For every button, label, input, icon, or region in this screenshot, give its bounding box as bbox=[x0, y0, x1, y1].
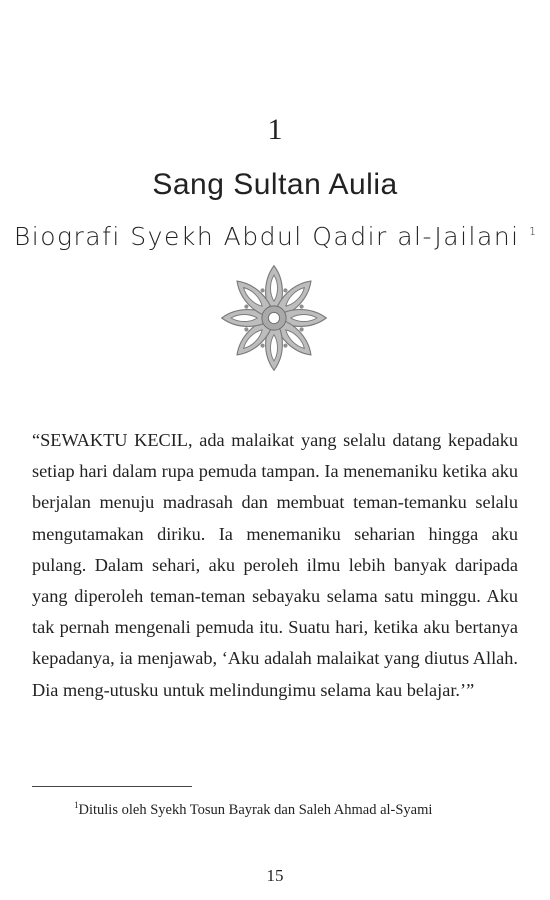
footnote-divider bbox=[32, 786, 192, 787]
chapter-subtitle bbox=[0, 216, 550, 253]
chapter-number: 1 bbox=[267, 113, 283, 146]
chapter-subtitle-text: Biografi Syekh Abdul Qadir al-Jailani bbox=[13, 222, 520, 251]
page-number: 15 bbox=[266, 866, 284, 885]
footnote-text: Ditulis oleh Syekh Tosun Bayrak dan Saleh Ahmad al-Syami bbox=[78, 801, 433, 818]
footnote-marker: 1 bbox=[74, 800, 79, 810]
footnote bbox=[32, 793, 518, 822]
floral-mandala-ornament-icon bbox=[218, 262, 330, 374]
body-paragraph-block bbox=[32, 425, 518, 706]
footnote-reference: 1 bbox=[529, 225, 537, 238]
chapter-title: Sang Sultan Aulia bbox=[152, 168, 398, 201]
body-paragraph: “SEWAKTU KECIL, ada malaikat yang selalu datang kepadaku setiap hari dalam rupa pemuda tampan. Ia menemaniku ketika aku berjalan menuju madrasah dan membuat teman-temanku selalu mengutamakan diriku. Ia menemaniku seharian hingga aku pulang. Dalam sehari, aku peroleh ilmu lebih banyak daripada yang diperoleh teman-teman sebayaku selama satu minggu. Aku tak pernah mengenali pemuda itu. Suatu hari, ketika aku bertanya kepadanya, ia menjawab, ‘Aku adalah malaikat yang diutus Allah. Dia meng-utusku untuk melindungimu selama kau belajar.’” bbox=[32, 430, 518, 700]
